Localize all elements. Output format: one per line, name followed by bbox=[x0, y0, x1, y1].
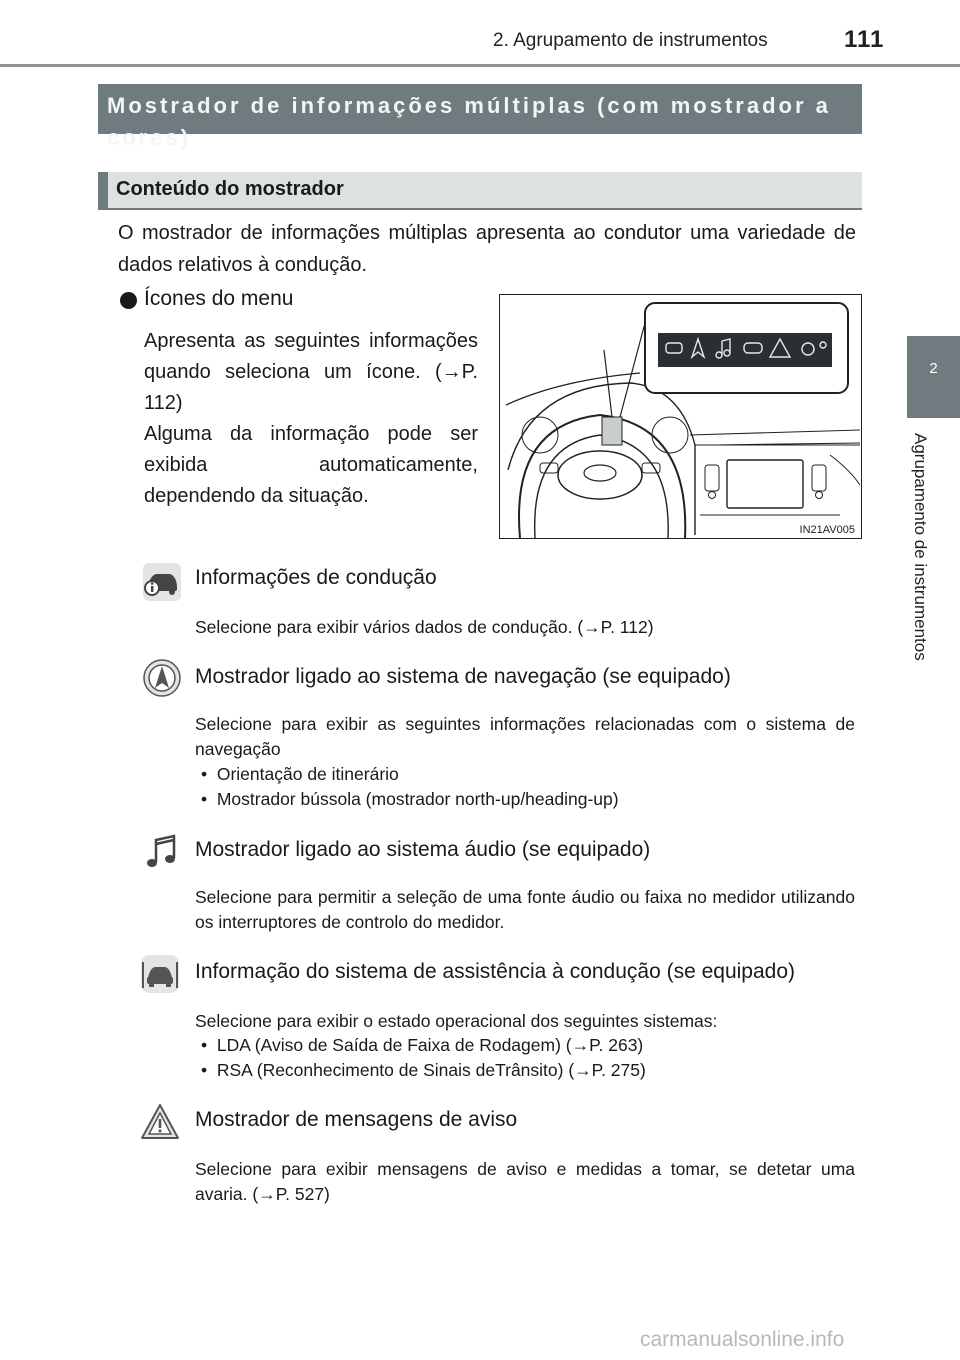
subheading-accent bbox=[98, 172, 108, 208]
menu-icons-desc-2: Alguma da informação pode ser exibida automaticamente, dependendo da situação. bbox=[144, 423, 478, 507]
audio-icon bbox=[142, 832, 182, 872]
navigation-icon bbox=[142, 658, 182, 698]
driving-assist-icon bbox=[140, 954, 180, 994]
item-bullet: • LDA (Aviso de Saída de Faixa de Rodagem) (→P. 263) bbox=[201, 1035, 644, 1055]
item-bullet: • Orientação de itinerário bbox=[201, 764, 399, 784]
item-bullet: • RSA (Reconhecimento de Sinais deTrânsito) (→P. 275) bbox=[201, 1060, 646, 1080]
intro-paragraph: O mostrador de informações múltiplas apresenta ao condutor uma variedade de dados relativos à condução. bbox=[118, 222, 856, 276]
item-title: Informações de condução bbox=[195, 566, 437, 589]
side-tab-number: 2 bbox=[929, 360, 938, 377]
item-title: Mostrador ligado ao sistema áudio (se equipado) bbox=[195, 838, 651, 861]
driving-info-icon bbox=[142, 562, 182, 602]
item-bullet-text: RSA (Reconhecimento de Sinais deTrânsito) (→P. 275) bbox=[216, 1060, 646, 1080]
item-bullet: • Mostrador bússola (mostrador north-up/heading-up) bbox=[201, 789, 619, 809]
header-divider bbox=[0, 64, 960, 67]
item-desc: Selecione para permitir a seleção de uma fonte áudio ou faixa no medidor utilizando os interruptores de controlo do medidor. bbox=[195, 887, 855, 932]
page-number: 111 bbox=[844, 26, 885, 53]
item-bullet-text: LDA (Aviso de Saída de Faixa de Rodagem) (→P. 263) bbox=[216, 1035, 644, 1055]
item-desc: Selecione para exibir vários dados de condução. (→P. 112) bbox=[195, 617, 654, 637]
chapter-title: 2. Agrupamento de instrumentos bbox=[493, 30, 768, 51]
item-title: Informação do sistema de assistência à condução (se equipado) bbox=[195, 960, 796, 983]
item-title: Mostrador de mensagens de aviso bbox=[195, 1108, 518, 1131]
menu-icons-title: Ícones do menu bbox=[144, 287, 294, 310]
item-desc: Selecione para exibir mensagens de aviso e medidas a tomar, se detetar uma avaria. (→P. 527) bbox=[195, 1159, 855, 1204]
watermark: carmanualsonline.info bbox=[640, 1328, 845, 1351]
item-bullet-text: Mostrador bússola (mostrador north-up/heading-up) bbox=[216, 789, 619, 809]
item-desc: Selecione para exibir o estado operacional dos seguintes sistemas: bbox=[195, 1011, 718, 1031]
side-tab-label: Agrupamento de instrumentos bbox=[911, 433, 930, 661]
section-title: Mostrador de informações múltiplas (com mostrador a cores) bbox=[107, 93, 831, 150]
warning-icon bbox=[140, 1102, 180, 1142]
subheading: Conteúdo do mostrador bbox=[116, 178, 344, 200]
dashboard-illustration bbox=[499, 294, 862, 539]
item-bullet-text: Orientação de itinerário bbox=[216, 764, 399, 784]
item-title: Mostrador ligado ao sistema de navegação (se equipado) bbox=[195, 665, 731, 688]
illustration-code: IN21AV005 bbox=[799, 524, 855, 536]
subheading-rule bbox=[98, 208, 862, 210]
dashboard-drawing bbox=[500, 295, 861, 538]
bullet-dot bbox=[120, 292, 137, 309]
item-desc: Selecione para exibir as seguintes informações relacionadas com o sistema de navegação bbox=[195, 714, 855, 759]
menu-icons-desc: Apresenta as seguintes informações quando seleciona um ícone. (→P. 112) bbox=[144, 330, 478, 414]
side-tab bbox=[907, 336, 960, 418]
